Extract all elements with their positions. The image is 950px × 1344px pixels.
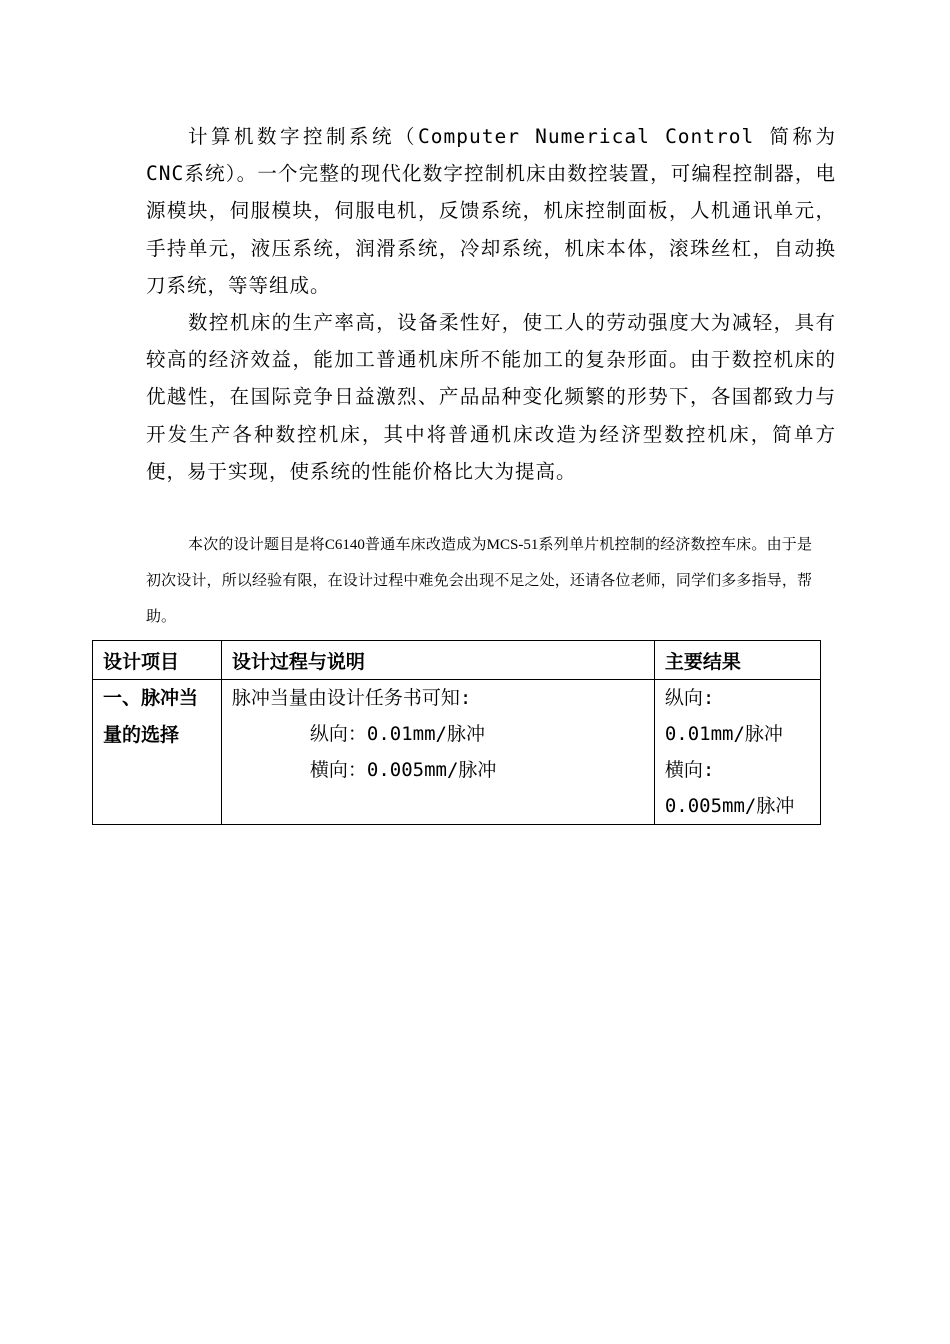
cell-main-result bbox=[654, 680, 820, 825]
desc-intro: 脉冲当量由设计任务书可知: bbox=[231, 687, 472, 709]
result-transverse-value: 0.005mm/脉冲 bbox=[664, 795, 795, 817]
header-design-item: 设计项目 bbox=[93, 641, 222, 680]
intro-paragraph-advantages: 数控机床的生产率高，设备柔性好，使工人的劳动强度大为减轻，具有较高的经济效益，能加工普通机床所不能加工的复杂形面。由于数控机床的优越性，在国际竞争日益激烈、产品品种变化频繁的形势下，各国都致力与开发生产各种数控机床，其中将普通机床改造为经济型数控机床，简单方便，易于实现，使系统的性能价格比大为提高。 bbox=[146, 311, 836, 483]
desc-longitudinal: 纵向：0.01mm/脉冲 bbox=[309, 723, 485, 745]
header-design-process: 设计过程与说明 bbox=[221, 641, 654, 680]
cell-design-item: 一、脉冲当量的选择 bbox=[93, 680, 222, 825]
design-table bbox=[92, 640, 821, 825]
result-longitudinal-label: 纵向: bbox=[664, 687, 715, 709]
intro-paragraph-design-topic: 本次的设计题目是将C6140普通车床改造成为MCS-51系列单片机控制的经济数控车床。由于是初次设计，所以经验有限，在设计过程中难免会出现不足之处，还请各位老师，同学们多多指导，帮助。 bbox=[146, 537, 812, 625]
table-header-row bbox=[93, 641, 821, 680]
cell-design-process bbox=[221, 680, 654, 825]
header-main-result: 主要结果 bbox=[654, 641, 820, 680]
table-row bbox=[93, 680, 821, 825]
intro-paragraph-cnc: 计算机数字控制系统（Computer Numerical Control 简称为CNC系统）。一个完整的现代化数字控制机床由数控装置，可编程控制器，电源模块，伺服模块，伺服电机，反馈系统，机床控制面板，人机通讯单元，手持单元，液压系统，润滑系统，冷却系统，机床本体，滚珠丝杠，自动换刀系统，等等组成。 bbox=[146, 125, 836, 297]
result-longitudinal-value: 0.01mm/脉冲 bbox=[664, 723, 783, 745]
desc-transverse: 横向：0.005mm/脉冲 bbox=[309, 759, 497, 781]
result-transverse-label: 横向: bbox=[664, 759, 715, 781]
